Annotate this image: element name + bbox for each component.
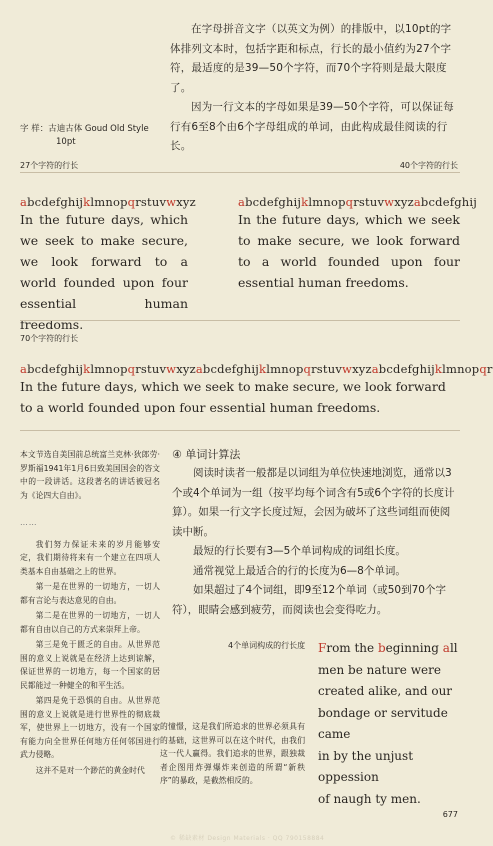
line-text: eginning — [385, 641, 443, 655]
freedoms-paragraph: 第二是在世界的一切地方，一切人都有自由以自己的方式来崇拜上帝。 — [20, 611, 160, 634]
sample-line: in by the unjust oppession — [318, 748, 414, 784]
continued-text — [160, 720, 305, 788]
sidebar-column — [20, 448, 160, 779]
divider — [20, 172, 460, 173]
label-70-chars: 70个字符的行长 — [20, 334, 79, 343]
sample-line: men be nature were — [318, 662, 441, 677]
divider — [20, 430, 460, 431]
section-body — [172, 464, 460, 620]
freedoms-paragraph: 这并不是对一个渺茫的黄金时代 — [35, 765, 145, 775]
sample-27-chars — [20, 195, 196, 335]
freedoms-paragraph: 我们努力保证未来的岁月能够安定，我们期待将来有一个建立在四项人类基本自由基础之上的世界。 — [20, 539, 160, 576]
intro-text — [170, 20, 460, 157]
label-4-words: 4个单词构成的行长度 — [228, 641, 306, 650]
label-40-chars: 40个字符的行长 — [399, 161, 458, 170]
red-letter: a — [442, 641, 450, 655]
body-paragraph: 阅读时读者一般都是以词组为单位快速地浏览，通常以3个或4个单词为一组（按平均每个词含有5或6个字符的长度计算）。如果一行文字长度过短，会因为破坏了这些词组而使阅读中断。 — [172, 467, 455, 538]
intro-paragraph-2: 因为一行文本的字母如果是39—50个字符，可以保证每行有6至8个由6个字母组成的单词，由此构成最佳阅读的行长。 — [170, 101, 454, 152]
label-27-chars: 27个字符的行长 — [20, 161, 79, 170]
sample-line: of naugh ty men. — [318, 791, 421, 806]
section-title: ④ 单词计算法 — [172, 448, 241, 461]
font-size-label: 10pt — [56, 137, 76, 147]
ellipsis: …… — [20, 518, 38, 527]
alphabet-70: abcdefghijklmnopqrstuvwxyzabcdefghijklmnopqrstuvwxyzabcdefghijklmnopqr — [20, 362, 493, 376]
body-paragraph: 最短的行长要有3—5个单词构成的词组长度。 — [193, 545, 406, 557]
sample-4-words — [318, 638, 466, 810]
alphabet-40: abcdefghijklmnopqrstuvwxyzabcdefghij — [238, 195, 478, 209]
sample-line: bondage or servitude came — [318, 705, 448, 741]
sample-70-chars — [20, 362, 493, 418]
intro-paragraph-1: 在字母拼音文字（以英文为例）的排版中，以10pt的字体排列文本时，包括字距和标点，行长的最小值约为27个字符，最适度的是39—50个字符，而70个字符则是最大限度了。 — [170, 23, 452, 94]
line-text: ll — [449, 641, 458, 655]
sample-40-chars — [238, 195, 478, 293]
body-paragraph: 通常视觉上最适合的行的长度为6—8个单词。 — [193, 564, 406, 577]
watermark: © 稀缺素材 Design Materials · QQ 790158884 — [170, 835, 325, 842]
sample-text-70: In the future days, which we seek to make secure, we look forward to a world founded upon four essential human freedoms. — [20, 379, 446, 415]
freedoms-paragraph: 第四是免于恐惧的自由。从世界范围的意义上说就是进行世界性的彻底裁军，使世界上一切地方，没有一个国家有能力向全世界任何地方任何邻国进行武力侵略。 — [20, 696, 160, 759]
red-letter: b — [377, 641, 386, 655]
alphabet-27: abcdefghijklmnopqrstuvwxyz — [20, 195, 196, 209]
sample-text-27: In the future days, which we seek to make secure, we look forward to a world founded upon four essential human freedoms. — [20, 212, 188, 332]
line-text: rom the — [326, 641, 378, 655]
freedoms-paragraph: 第一是在世界的一切地方，一切人都有言论与表达意见的自由。 — [20, 582, 160, 605]
source-note: 本文节选自美国前总统富兰克林·狄郎劳·罗斯福1941年1月6日致美国国会的咨文中的一段讲话。这段著名的讲话被冠名为《论四大自由》。 — [20, 450, 160, 500]
sample-line — [318, 638, 466, 660]
sample-line: created alike, and our — [318, 684, 453, 698]
divider — [20, 320, 460, 321]
font-label: 字 样：古迪古体 Goud Old Style — [20, 124, 149, 134]
sample-text-40: In the future days, which we seek to make secure, we look forward to a world founded upon four essential human freedoms. — [238, 212, 460, 290]
body-paragraph: 如果超过了4个词组，即9至12个单词（或50到70个字符），眼睛会感到疲劳，而阅读也会变得吃力。 — [172, 584, 446, 616]
continued-paragraph: 的憧憬，这是我们所追求的世界必须具有的基础，这世界可以在这个时代，由我们这一代人赢得。我们追求的世界，跟独裁者企图用炸弹爆炸来创造的所谓“新秩序”的暴政，是截然相反的。 — [160, 722, 305, 785]
freedoms-paragraph: 第三是免于匮乏的自由。从世界范围的意义上说就是在经济上达到谅解，保证世界的一切地方，每一个国家的居民都能过一种健全的和平生活。 — [20, 640, 160, 690]
red-letter: F — [318, 641, 327, 655]
page-number: 677 — [442, 810, 458, 819]
